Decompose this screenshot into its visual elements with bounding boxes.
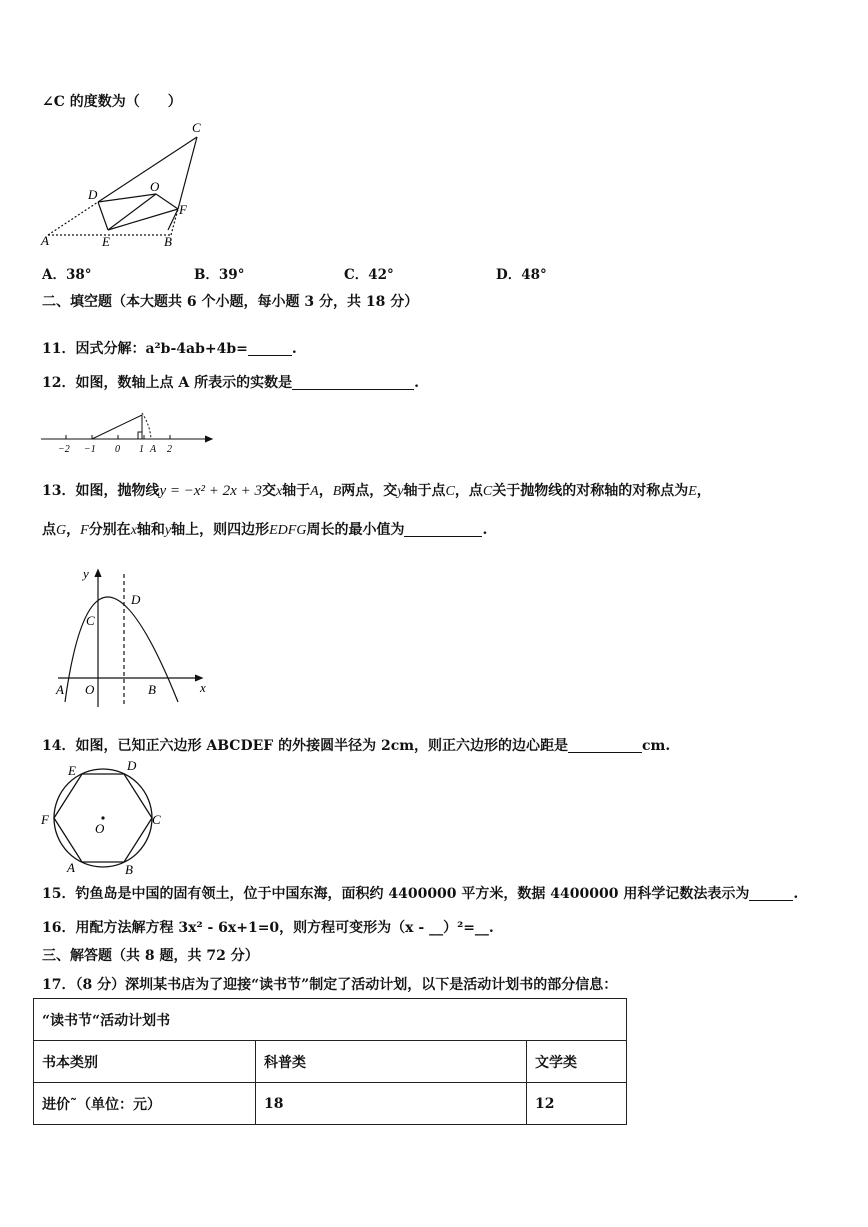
q13-text-9: 点 — [42, 522, 56, 538]
axis-x-label: x — [200, 680, 206, 695]
q13-text-14: 周长的最小值为 — [306, 522, 405, 538]
table-row — [34, 1041, 627, 1083]
q10-figure — [38, 115, 218, 255]
q13-edfg: EDFG — [269, 523, 307, 538]
q14-text: 14．如图，已知正六边形 ABCDEF 的外接圆半径为 2cm，则正六边形的边心距是 — [42, 738, 569, 754]
label-c: C — [192, 120, 201, 135]
q13-end: . — [482, 522, 488, 538]
q13-text-5: 轴于点 — [403, 483, 446, 499]
q10-stem: ∠C 的度数为（ ） — [42, 94, 182, 110]
hex-d-label: D — [127, 758, 137, 773]
q17: 17．（8 分）深圳某书店为了迎接“读书节”制定了活动计划，以下是活动计划书的部分信息： — [42, 977, 618, 993]
hex-f-label: F — [41, 812, 49, 827]
hex-o-label: O — [95, 821, 105, 836]
q13-line1 — [42, 480, 711, 500]
number-line-figure — [38, 405, 223, 460]
label-o: O — [150, 179, 160, 194]
q11-text: 11．因式分解：a²b-4ab+4b= — [42, 341, 248, 357]
option-d: D．48° — [496, 267, 547, 283]
origin-o-label: O — [85, 682, 95, 697]
label-a: A — [41, 233, 49, 248]
axis-y-label: y — [83, 566, 89, 581]
option-a: A．38° — [42, 267, 92, 283]
q13-text-13: 轴上，则四边形 — [171, 522, 270, 538]
point-a-label: A — [56, 682, 64, 697]
q13-y2: y — [164, 523, 172, 538]
q13-e: E — [688, 484, 697, 499]
q13-b: B — [332, 484, 342, 499]
parabola-figure — [50, 562, 215, 712]
tick-2: 2 — [167, 444, 172, 455]
q16: 16．用配方法解方程 3x² - 6x+1=0，则方程可变形为（x - __）²=__. — [42, 920, 494, 936]
q13-text-12: 轴和 — [136, 522, 165, 538]
tick-0: 0 — [115, 444, 120, 455]
q13-c: C — [445, 484, 455, 499]
hexagon-figure — [38, 756, 168, 878]
label-d: D — [88, 187, 98, 202]
tick-neg1: −1 — [84, 444, 96, 455]
q12 — [42, 372, 419, 392]
table-row — [34, 1083, 627, 1125]
q14 — [42, 735, 670, 755]
q13-text-11: 分别在 — [88, 522, 131, 538]
label-b: B — [164, 234, 172, 249]
q13-line2 — [42, 519, 487, 539]
q13-text-3: 轴于 — [282, 483, 311, 499]
point-b-label: B — [148, 682, 156, 697]
vertex-d-label: D — [131, 592, 141, 607]
hex-b-label: B — [125, 862, 133, 877]
q13-text-1: 13．如图，抛物线 — [42, 483, 160, 499]
q13-blank — [404, 522, 482, 537]
label-e: E — [102, 234, 110, 249]
table-header: 文学类 — [527, 1041, 627, 1083]
table-cell: 12 — [527, 1083, 627, 1125]
q13-f: F — [80, 523, 89, 538]
q15-end: . — [793, 886, 799, 902]
section3-title: 三、解答题（共 8 题，共 72 分） — [42, 948, 259, 964]
tick-neg2: −2 — [58, 444, 70, 455]
q15-text: 15．钓鱼岛是中国的固有领土，位于中国东海，面积约 4400000 平方米，数据 4400000 用科学记数法表示为 — [42, 886, 750, 902]
label-f: F — [179, 202, 187, 217]
q13-g: G — [56, 523, 67, 538]
point-a-label: A — [150, 444, 157, 455]
q11-end: . — [291, 341, 297, 357]
q13-y: y — [397, 484, 404, 499]
hex-c-label: C — [152, 812, 161, 827]
table-header: 书本类别 — [34, 1041, 256, 1083]
q13-a: A — [310, 484, 319, 499]
q14-end: cm. — [642, 738, 671, 754]
q13-equation: y = −x² + 2x + 3 — [159, 483, 262, 499]
table-header: 科普类 — [256, 1041, 527, 1083]
section2-title: 二、填空题（本大题共 6 个小题，每小题 3 分，共 18 分） — [42, 294, 419, 310]
q15-blank — [749, 886, 793, 901]
q15 — [42, 883, 798, 903]
q13-text-2: 交 — [261, 483, 276, 499]
table-row — [34, 999, 627, 1041]
q13-x2: x — [130, 523, 137, 538]
q11-blank — [248, 341, 292, 356]
q12-text: 12．如图，数轴上点 A 所表示的实数是 — [42, 375, 293, 391]
q13-text-4: 两点，交 — [341, 483, 398, 499]
q12-end: . — [414, 375, 419, 391]
q14-blank — [568, 738, 642, 753]
q13-text-7: 关于抛物线的对称轴的对称点为 — [492, 483, 689, 499]
tick-1: 1 — [139, 444, 144, 455]
q13-c2: C — [482, 484, 493, 499]
q13-text-10: ， — [66, 522, 81, 538]
q13-x: x — [275, 484, 283, 499]
table-cell: 18 — [256, 1083, 527, 1125]
q11 — [42, 338, 297, 358]
q13-text-6: ，点 — [454, 483, 483, 499]
option-b: B．39° — [194, 267, 245, 283]
point-c-label: C — [86, 613, 95, 628]
table-cell: 进价˜（单位：元） — [34, 1083, 256, 1125]
q12-blank — [292, 375, 414, 390]
table-title: “读书节“活动计划书 — [34, 999, 627, 1041]
hex-e-label: E — [68, 763, 76, 778]
q13-sep: ， — [318, 483, 333, 499]
q13-text-8: ， — [696, 483, 711, 499]
activity-plan-table — [33, 998, 627, 1125]
hex-a-label: A — [67, 860, 75, 875]
option-c: C．42° — [344, 267, 394, 283]
